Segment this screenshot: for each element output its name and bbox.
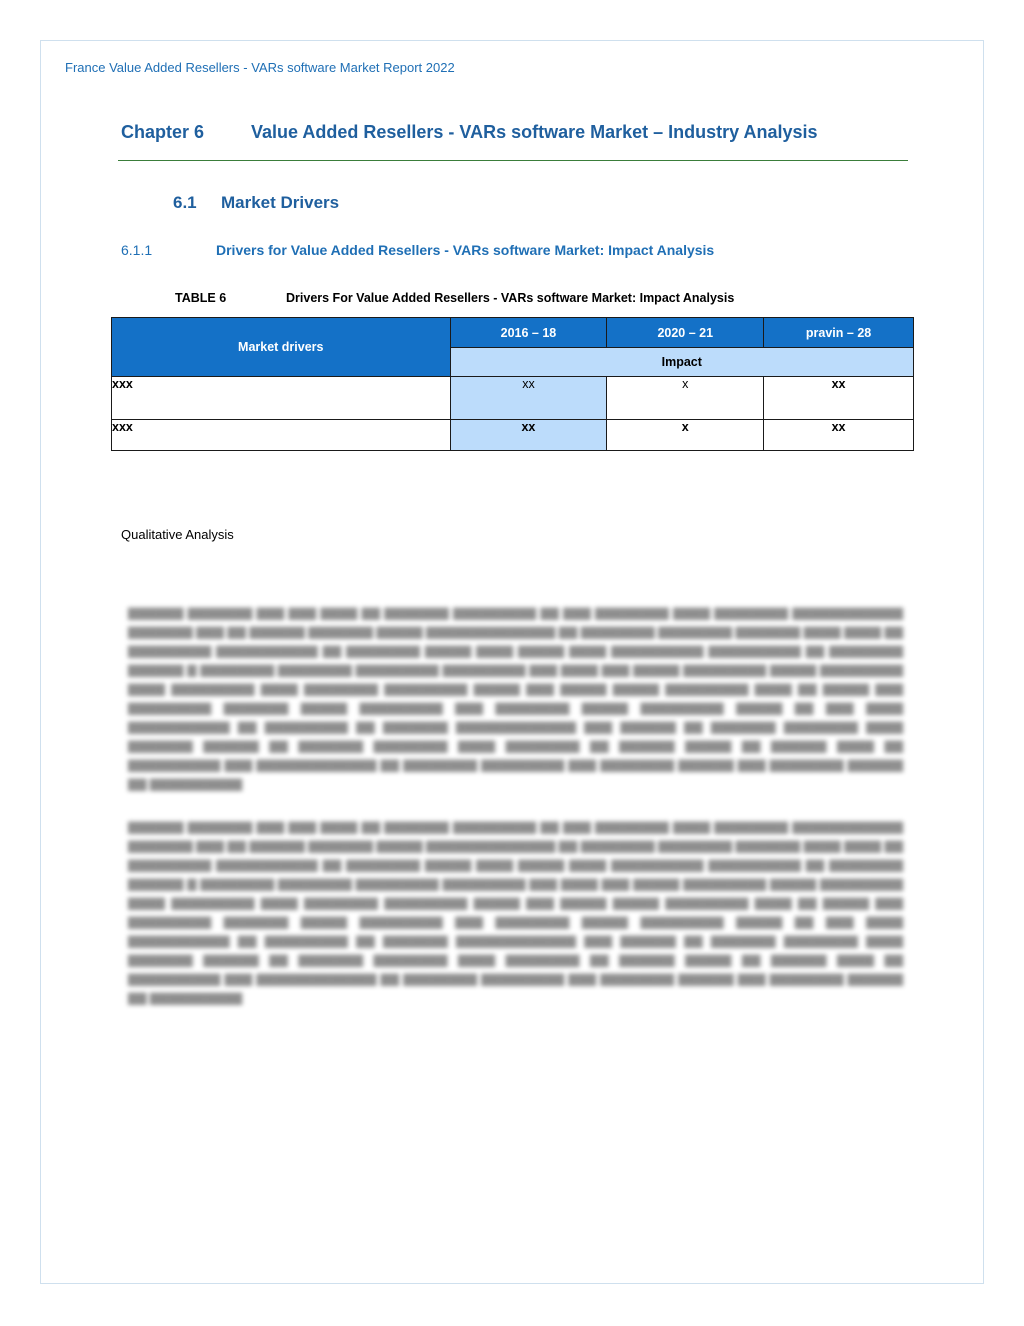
impact-table: [111, 317, 914, 451]
driver-cell: xxx: [112, 377, 451, 420]
impact-cell: x: [607, 420, 764, 451]
subsection-title: Drivers for Value Added Resellers - VARs software Market: Impact Analysis: [216, 242, 715, 258]
impact-cell: xx: [450, 377, 607, 420]
qualitative-analysis-label: Qualitative Analysis: [121, 527, 234, 542]
running-header: France Value Added Resellers - VARs software Market Report 2022: [65, 60, 455, 75]
header-period: 2020 – 21: [607, 318, 764, 348]
chapter-title: Value Added Resellers - VARs software Market – Industry Analysis: [251, 122, 818, 142]
impact-cell: xx: [764, 377, 914, 420]
impact-cell: x: [607, 377, 764, 420]
header-period: pravin – 28: [764, 318, 914, 348]
blurred-paragraph: ▇▇▇▇▇▇ ▇▇▇▇▇▇▇ ▇▇▇ ▇▇▇ ▇▇▇▇ ▇▇ ▇▇▇▇▇▇▇ ▇▇▇▇▇▇▇▇▇ ▇▇ ▇▇▇ ▇▇▇▇▇▇▇▇ ▇▇▇▇ ▇▇▇▇▇▇▇▇ ▇▇▇▇▇▇▇▇▇▇▇▇ ▇▇▇▇▇▇▇ ▇▇▇ ▇▇ ▇▇▇▇▇▇ ▇▇▇▇▇▇▇ ▇▇▇▇▇ ▇▇▇▇▇▇▇▇▇▇▇▇▇▇ ▇▇ ▇▇▇▇▇▇▇▇ ▇▇▇▇▇▇▇▇ ▇▇▇▇▇▇▇ ▇▇▇▇ ▇▇▇▇ ▇▇ ▇▇▇▇▇▇▇▇▇ ▇▇▇▇▇▇▇▇▇▇▇ ▇▇ ▇▇▇▇▇▇▇▇ ▇▇▇▇▇ ▇▇▇▇ ▇▇▇▇▇ ▇▇▇▇ ▇▇▇▇▇▇▇▇▇▇ ▇▇▇▇▇▇▇▇▇▇ ▇▇ ▇▇▇▇▇▇▇▇ ▇▇▇▇▇▇ ▇ ▇▇▇▇▇▇▇▇ ▇▇▇▇▇▇▇▇ ▇▇▇▇▇▇▇▇▇ ▇▇▇▇▇▇▇▇▇ ▇▇▇ ▇▇▇▇ ▇▇▇ ▇▇▇▇▇ ▇▇▇▇▇▇▇▇▇ ▇▇▇▇▇ ▇▇▇▇▇▇▇▇▇ ▇▇▇▇ ▇▇▇▇▇▇▇▇▇ ▇▇▇▇ ▇▇▇▇▇▇▇▇ ▇▇▇▇▇▇▇▇▇ ▇▇▇▇▇ ▇▇▇ ▇▇▇▇▇ ▇▇▇▇▇ ▇▇▇▇▇▇▇▇▇ ▇▇▇▇ ▇▇ ▇▇▇▇▇ ▇▇▇ ▇▇▇▇▇▇▇▇▇ ▇▇▇▇▇▇▇ ▇▇▇▇▇ ▇▇▇▇▇▇▇▇▇ ▇▇▇ ▇▇▇▇▇▇▇▇ ▇▇▇▇▇ ▇▇▇▇▇▇▇▇▇ ▇▇▇▇▇ ▇▇ ▇▇▇ ▇▇▇▇ ▇▇▇▇▇▇▇▇▇▇▇ ▇▇ ▇▇▇▇▇▇▇▇▇ ▇▇ ▇▇▇▇▇▇▇ ▇▇▇▇▇▇▇▇▇▇▇▇▇ ▇▇▇ ▇▇▇▇▇▇ ▇▇ ▇▇▇▇▇▇▇ ▇▇▇▇▇▇▇▇ ▇▇▇▇ ▇▇▇▇▇▇▇ ▇▇▇▇▇▇ ▇▇ ▇▇▇▇▇▇▇ ▇▇▇▇▇▇▇▇ ▇▇▇▇ ▇▇▇▇▇▇▇▇ ▇▇ ▇▇▇▇▇▇ ▇▇▇▇▇ ▇▇ ▇▇▇▇▇▇ ▇▇▇▇ ▇▇ ▇▇▇▇▇▇▇▇▇▇ ▇▇▇ ▇▇▇▇▇▇▇▇▇▇▇▇▇ ▇▇ ▇▇▇▇▇▇▇▇ ▇▇▇▇▇▇▇▇▇ ▇▇▇ ▇▇▇▇▇▇▇▇ ▇▇▇▇▇▇ ▇▇▇ ▇▇▇▇▇▇▇▇ ▇▇▇▇▇▇ ▇▇ ▇▇▇▇▇▇▇▇▇▇: [128, 820, 903, 1005]
table-number: TABLE 6: [175, 291, 227, 305]
table-title: Drivers For Value Added Resellers - VARs software Market: Impact Analysis: [286, 291, 735, 305]
impact-cell: xx: [764, 420, 914, 451]
chapter-divider: [118, 160, 908, 161]
table-row: [112, 420, 914, 451]
table-caption: [175, 291, 734, 305]
table-row: [112, 377, 914, 420]
header-impact: Impact: [450, 348, 913, 377]
section-number: 6.1: [173, 193, 197, 212]
section-title: Market Drivers: [221, 193, 340, 212]
header-period: 2016 – 18: [450, 318, 607, 348]
impact-cell: xx: [450, 420, 607, 451]
chapter-number: Chapter 6: [121, 122, 205, 142]
header-market-drivers: Market drivers: [112, 318, 451, 377]
subsection-heading: [121, 242, 714, 258]
subsection-number: 6.1.1: [121, 242, 153, 258]
section-heading: [173, 193, 339, 213]
blurred-paragraph: ▇▇▇▇▇▇ ▇▇▇▇▇▇▇ ▇▇▇ ▇▇▇ ▇▇▇▇ ▇▇ ▇▇▇▇▇▇▇ ▇▇▇▇▇▇▇▇▇ ▇▇ ▇▇▇ ▇▇▇▇▇▇▇▇ ▇▇▇▇ ▇▇▇▇▇▇▇▇ ▇▇▇▇▇▇▇▇▇▇▇▇ ▇▇▇▇▇▇▇ ▇▇▇ ▇▇ ▇▇▇▇▇▇ ▇▇▇▇▇▇▇ ▇▇▇▇▇ ▇▇▇▇▇▇▇▇▇▇▇▇▇▇ ▇▇ ▇▇▇▇▇▇▇▇ ▇▇▇▇▇▇▇▇ ▇▇▇▇▇▇▇ ▇▇▇▇ ▇▇▇▇ ▇▇ ▇▇▇▇▇▇▇▇▇ ▇▇▇▇▇▇▇▇▇▇▇ ▇▇ ▇▇▇▇▇▇▇▇ ▇▇▇▇▇ ▇▇▇▇ ▇▇▇▇▇ ▇▇▇▇ ▇▇▇▇▇▇▇▇▇▇ ▇▇▇▇▇▇▇▇▇▇ ▇▇ ▇▇▇▇▇▇▇▇ ▇▇▇▇▇▇ ▇ ▇▇▇▇▇▇▇▇ ▇▇▇▇▇▇▇▇ ▇▇▇▇▇▇▇▇▇ ▇▇▇▇▇▇▇▇▇ ▇▇▇ ▇▇▇▇ ▇▇▇ ▇▇▇▇▇ ▇▇▇▇▇▇▇▇▇ ▇▇▇▇▇ ▇▇▇▇▇▇▇▇▇ ▇▇▇▇ ▇▇▇▇▇▇▇▇▇ ▇▇▇▇ ▇▇▇▇▇▇▇▇ ▇▇▇▇▇▇▇▇▇ ▇▇▇▇▇ ▇▇▇ ▇▇▇▇▇ ▇▇▇▇▇ ▇▇▇▇▇▇▇▇▇ ▇▇▇▇ ▇▇ ▇▇▇▇▇ ▇▇▇ ▇▇▇▇▇▇▇▇▇ ▇▇▇▇▇▇▇ ▇▇▇▇▇ ▇▇▇▇▇▇▇▇▇ ▇▇▇ ▇▇▇▇▇▇▇▇ ▇▇▇▇▇ ▇▇▇▇▇▇▇▇▇ ▇▇▇▇▇ ▇▇ ▇▇▇ ▇▇▇▇ ▇▇▇▇▇▇▇▇▇▇▇ ▇▇ ▇▇▇▇▇▇▇▇▇ ▇▇ ▇▇▇▇▇▇▇ ▇▇▇▇▇▇▇▇▇▇▇▇▇ ▇▇▇ ▇▇▇▇▇▇ ▇▇ ▇▇▇▇▇▇▇ ▇▇▇▇▇▇▇▇ ▇▇▇▇ ▇▇▇▇▇▇▇ ▇▇▇▇▇▇ ▇▇ ▇▇▇▇▇▇▇ ▇▇▇▇▇▇▇▇ ▇▇▇▇ ▇▇▇▇▇▇▇▇ ▇▇ ▇▇▇▇▇▇ ▇▇▇▇▇ ▇▇ ▇▇▇▇▇▇ ▇▇▇▇ ▇▇ ▇▇▇▇▇▇▇▇▇▇ ▇▇▇ ▇▇▇▇▇▇▇▇▇▇▇▇▇ ▇▇ ▇▇▇▇▇▇▇▇ ▇▇▇▇▇▇▇▇▇ ▇▇▇ ▇▇▇▇▇▇▇▇ ▇▇▇▇▇▇ ▇▇▇ ▇▇▇▇▇▇▇▇ ▇▇▇▇▇▇ ▇▇ ▇▇▇▇▇▇▇▇▇▇: [128, 606, 903, 791]
driver-cell: xxx: [112, 420, 451, 451]
chapter-heading: [121, 122, 818, 143]
